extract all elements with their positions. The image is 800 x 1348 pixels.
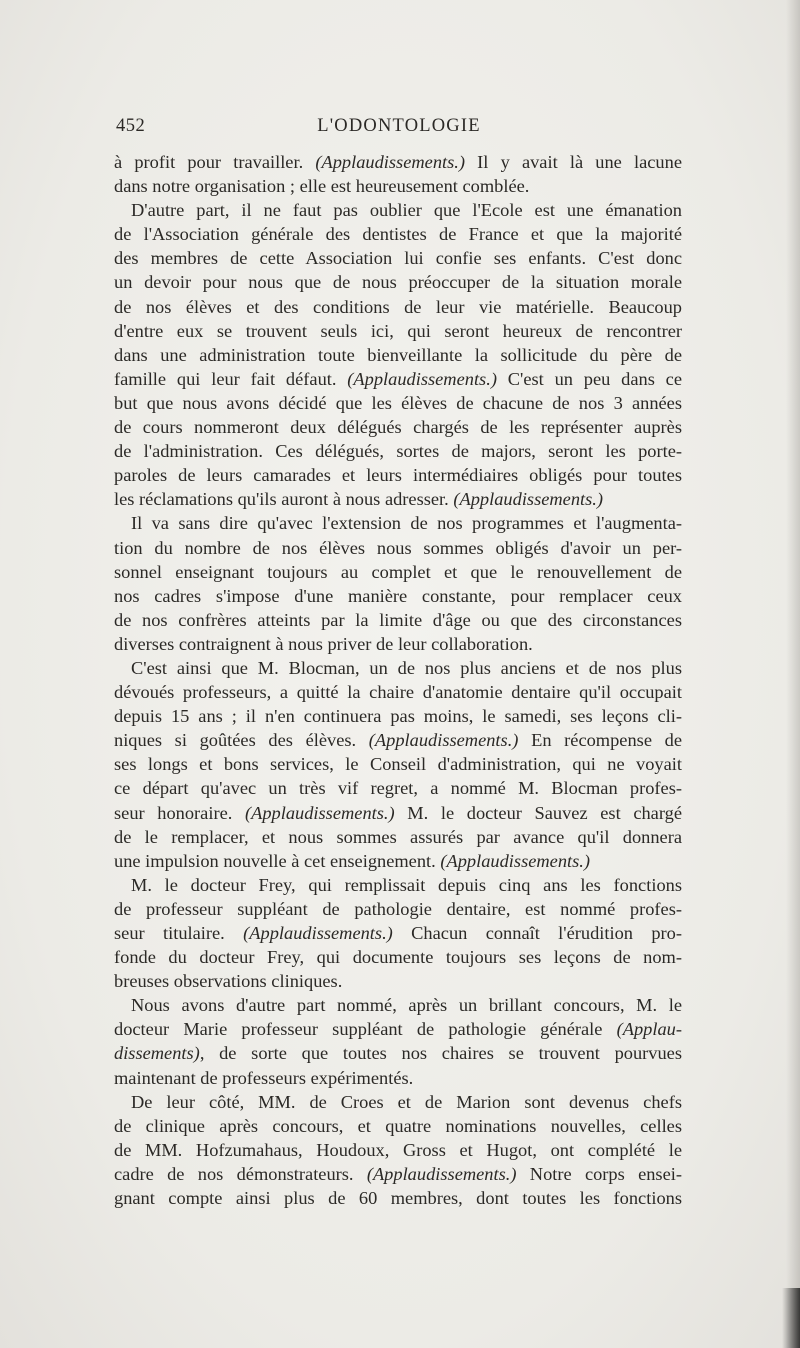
text-segment: un devoir pour nous que de nous préoccuper de la situation morale bbox=[114, 272, 682, 293]
text-segment: Il va sans dire qu'avec l'extension de nos programmes et l'augmenta- bbox=[131, 513, 682, 534]
italic-text-segment: (Applaudissements.) bbox=[368, 730, 519, 751]
running-title-text: L'ODONTOLOGIE bbox=[317, 116, 481, 136]
page-edge-shadow bbox=[786, 0, 800, 1348]
text-segment: sonnel enseignant toujours au complet et que le renouvellement de bbox=[114, 561, 682, 582]
text-line bbox=[114, 632, 682, 656]
text-line bbox=[114, 584, 682, 608]
text-line bbox=[114, 873, 682, 897]
text-line bbox=[114, 993, 682, 1017]
text-segment: de l'Association générale des dentistes de France et que la majorité bbox=[114, 224, 682, 245]
text-line bbox=[114, 295, 682, 319]
text-segment: fonde du docteur Frey, qui documente toujours ses leçons de nom- bbox=[114, 947, 682, 968]
text-segment: , de sorte que toutes nos chaires se trouvent pourvues bbox=[199, 1043, 682, 1064]
text-segment: dans une administration toute bienveillante la sollicitude du père de bbox=[114, 344, 682, 365]
page-corner-shadow bbox=[782, 1288, 800, 1348]
text-line bbox=[114, 415, 682, 439]
page-number: 452 bbox=[116, 116, 146, 136]
page-header bbox=[116, 116, 682, 142]
text-segment: seur honoraire. bbox=[114, 802, 245, 823]
text-segment: à profit pour travailler. bbox=[114, 152, 316, 172]
text-line bbox=[114, 680, 682, 704]
text-segment: de professeur suppléant de pathologie dentaire, est nommé profes- bbox=[114, 898, 682, 919]
text-segment: ses longs et bons services, le Conseil d'administration, qui ne voyait bbox=[114, 754, 682, 775]
text-segment: M. le docteur Sauvez est chargé bbox=[394, 802, 682, 823]
text-segment: C'est ainsi que M. Blocman, un de nos plus anciens et de nos plus bbox=[131, 657, 682, 678]
text-line bbox=[114, 1114, 682, 1138]
italic-text-segment: (Applaudissements.) bbox=[244, 802, 395, 823]
italic-text-segment: (Applaudissements.) bbox=[366, 1163, 517, 1184]
text-line bbox=[114, 463, 682, 487]
text-segment: dévoués professeurs, a quitté la chaire d'anatomie dentaire qu'il occupait bbox=[114, 682, 682, 703]
text-segment: M. le docteur Frey, qui remplissait depuis cinq ans les fonctions bbox=[131, 874, 682, 895]
text-line bbox=[114, 511, 682, 535]
text-line bbox=[114, 367, 682, 391]
text-line bbox=[114, 1186, 682, 1210]
text-line bbox=[114, 1017, 682, 1041]
text-segment: dans notre organisation ; elle est heureusement comblée. bbox=[114, 176, 530, 197]
text-line bbox=[114, 752, 682, 776]
text-segment: de cours nommeront deux délégués chargés de les représenter auprès bbox=[114, 417, 682, 438]
text-segment: niques si goûtées des élèves. bbox=[114, 730, 369, 751]
text-line bbox=[114, 656, 682, 680]
text-segment: Nous avons d'autre part nommé, après un brillant concours, M. le bbox=[131, 995, 682, 1016]
text-line bbox=[114, 1041, 682, 1065]
text-line bbox=[114, 343, 682, 367]
text-line bbox=[114, 198, 682, 222]
text-segment: cadre de nos démonstrateurs. bbox=[114, 1163, 367, 1184]
italic-text-segment: (Applaudissements.) bbox=[315, 152, 466, 172]
text-line bbox=[114, 776, 682, 800]
italic-text-segment: (Applau- bbox=[616, 1019, 682, 1040]
text-segment: gnant compte ainsi plus de 60 membres, dont toutes les fonctions bbox=[114, 1188, 682, 1209]
text-segment: famille qui leur fait défaut. bbox=[114, 368, 348, 389]
text-line bbox=[114, 536, 682, 560]
text-segment: d'entre eux se trouvent seuls ici, qui seront heureux de rencontrer bbox=[114, 320, 682, 341]
text-line bbox=[114, 560, 682, 584]
text-line bbox=[114, 945, 682, 969]
text-segment: Chacun connaît l'érudition pro- bbox=[392, 923, 682, 943]
text-line bbox=[114, 246, 682, 270]
text-segment: breuses observations cliniques. bbox=[114, 971, 343, 992]
text-segment: En récompense de bbox=[518, 730, 682, 751]
text-segment: paroles de leurs camarades et leurs intermédiaires obligés pour toutes bbox=[114, 465, 682, 486]
text-line bbox=[114, 728, 682, 752]
text-segment: ce départ qu'avec un très vif regret, a nommé M. Blocman profes- bbox=[114, 778, 682, 799]
text-line bbox=[114, 801, 682, 825]
text-line bbox=[114, 1090, 682, 1114]
running-title bbox=[116, 116, 682, 137]
text-line bbox=[114, 174, 682, 198]
text-segment: une impulsion nouvelle à cet enseignement. bbox=[114, 850, 441, 871]
italic-text-segment: dissements) bbox=[114, 1043, 200, 1064]
text-segment: nos cadres s'impose d'une manière constante, pour remplacer ceux bbox=[114, 585, 682, 606]
text-line bbox=[114, 222, 682, 246]
text-line bbox=[114, 1138, 682, 1162]
text-segment: D'autre part, il ne faut pas oublier que l'Ecole est une émanation bbox=[131, 200, 682, 221]
text-line bbox=[114, 921, 682, 945]
text-segment: but que nous avons décidé que les élèves de chacune de nos 3 années bbox=[114, 392, 682, 413]
text-segment: seur titulaire. bbox=[114, 923, 244, 943]
text-segment: de nos élèves et des conditions de leur vie matérielle. Beaucoup bbox=[114, 296, 682, 317]
text-segment: de le remplacer, et nous sommes assurés par avance qu'il donnera bbox=[114, 826, 682, 847]
italic-text-segment: (Applaudissements.) bbox=[347, 368, 497, 389]
italic-text-segment: (Applaudissements.) bbox=[440, 850, 591, 871]
text-segment: diverses contraignent à nous priver de leur collaboration. bbox=[114, 633, 533, 654]
text-line bbox=[114, 319, 682, 343]
text-line bbox=[114, 897, 682, 921]
text-segment: Notre corps ensei- bbox=[516, 1163, 682, 1184]
text-segment: de clinique après concours, et quatre nominations nouvelles, celles bbox=[114, 1115, 682, 1136]
text-line bbox=[114, 608, 682, 632]
text-segment: maintenant de professeurs expérimentés. bbox=[114, 1067, 414, 1088]
text-segment: De leur côté, MM. de Croes et de Marion sont devenus chefs bbox=[131, 1091, 682, 1112]
text-line bbox=[114, 849, 682, 873]
italic-text-segment: (Applaudissements.) bbox=[243, 923, 393, 943]
text-segment: Il y avait là une lacune bbox=[465, 152, 682, 172]
text-line bbox=[114, 487, 682, 511]
text-segment: tion du nombre de nos élèves nous sommes obligés d'avoir un per- bbox=[114, 537, 682, 558]
text-segment: de MM. Hofzumahaus, Houdoux, Gross et Hugot, ont complété le bbox=[114, 1139, 682, 1160]
italic-text-segment: (Applaudissements.) bbox=[453, 489, 604, 510]
text-segment: de nos confrères atteints par la limite d'âge ou que des circonstances bbox=[114, 609, 682, 630]
body-text bbox=[114, 150, 682, 1210]
text-line bbox=[114, 150, 682, 174]
text-segment: de l'administration. Ces délégués, sortes de majors, seront les porte- bbox=[114, 441, 682, 462]
text-line bbox=[114, 439, 682, 463]
text-line bbox=[114, 1162, 682, 1186]
text-segment: des membres de cette Association lui confie ses enfants. C'est donc bbox=[114, 248, 682, 269]
text-segment: C'est un peu dans ce bbox=[496, 368, 682, 389]
text-segment: les réclamations qu'ils auront à nous adresser. bbox=[114, 489, 454, 510]
text-segment: depuis 15 ans ; il n'en continuera pas moins, le samedi, ses leçons cli- bbox=[114, 706, 682, 727]
text-line bbox=[114, 270, 682, 294]
text-line bbox=[114, 391, 682, 415]
text-line bbox=[114, 1066, 682, 1090]
text-line bbox=[114, 704, 682, 728]
text-segment: docteur Marie professeur suppléant de pathologie générale bbox=[114, 1019, 617, 1040]
text-line bbox=[114, 825, 682, 849]
text-line bbox=[114, 969, 682, 993]
